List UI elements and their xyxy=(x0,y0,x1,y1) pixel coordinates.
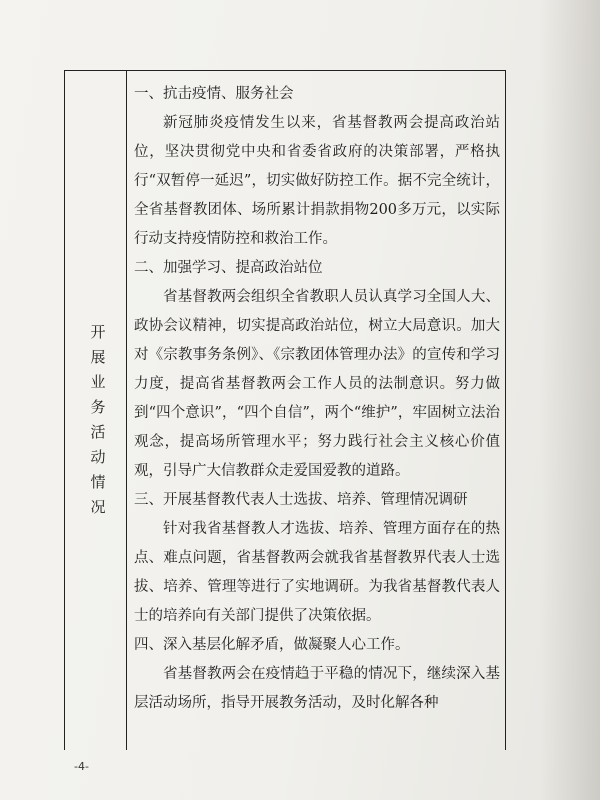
section-heading: 三、开展基督教代表人士选拔、培养、管理情况调研 xyxy=(134,492,468,508)
table-column-divider xyxy=(126,70,127,750)
page-number: -4- xyxy=(74,760,89,773)
row-label: 开展业务活动情况 xyxy=(88,324,107,524)
section-paragraph: 针对我省基督教人才选拔、培养、管理方面存在的热点、难点问题，省基督教两会就我省基督教界代表人士选拔、培养、管理等进行了实地调研。为我省基督教代表人士的培养向有关部门提供了决策依据。 xyxy=(134,521,500,624)
section-heading: 一、抗击疫情、服务社会 xyxy=(134,86,294,102)
section-2 xyxy=(130,254,500,486)
section-3 xyxy=(130,486,500,631)
section-1 xyxy=(130,80,500,254)
section-paragraph: 省基督教两会在疫情趋于平稳的情况下，继续深入基层活动场所，指导开展教务活动，及时化解各种 xyxy=(134,666,500,711)
section-heading: 四、深入基层化解矛盾，做凝聚人心工作。 xyxy=(134,637,410,653)
section-paragraph: 新冠肺炎疫情发生以来，省基督教两会提高政治站位，坚决贯彻党中央和省委省政府的决策部署，严格执行“双暂停一延迟”，切实做好防控工作。据不完全统计，全省基督教团体、场所累计捐款捐物200多万元，以实际行动支持疫情防控和救治工作。 xyxy=(134,115,500,247)
content-cell xyxy=(130,80,500,748)
section-heading: 二、加强学习、提高政治站位 xyxy=(134,260,323,276)
section-paragraph: 省基督教两会组织全省教职人员认真学习全国人大、政协会议精神，切实提高政治站位，树立大局意识。加大对《宗教事务条例》、《宗教团体管理办法》的宣传和学习力度，提高省基督教两会工作人员的法制意识。努力做到“四个意识”，“四个自信”，两个“维护”，牢固树立法治观念，提高场所管理水平；努力践行社会主义核心价值观，引导广大信教群众走爱国爱教的道路。 xyxy=(134,289,500,479)
row-label-cell xyxy=(72,304,122,544)
section-4 xyxy=(130,631,500,718)
